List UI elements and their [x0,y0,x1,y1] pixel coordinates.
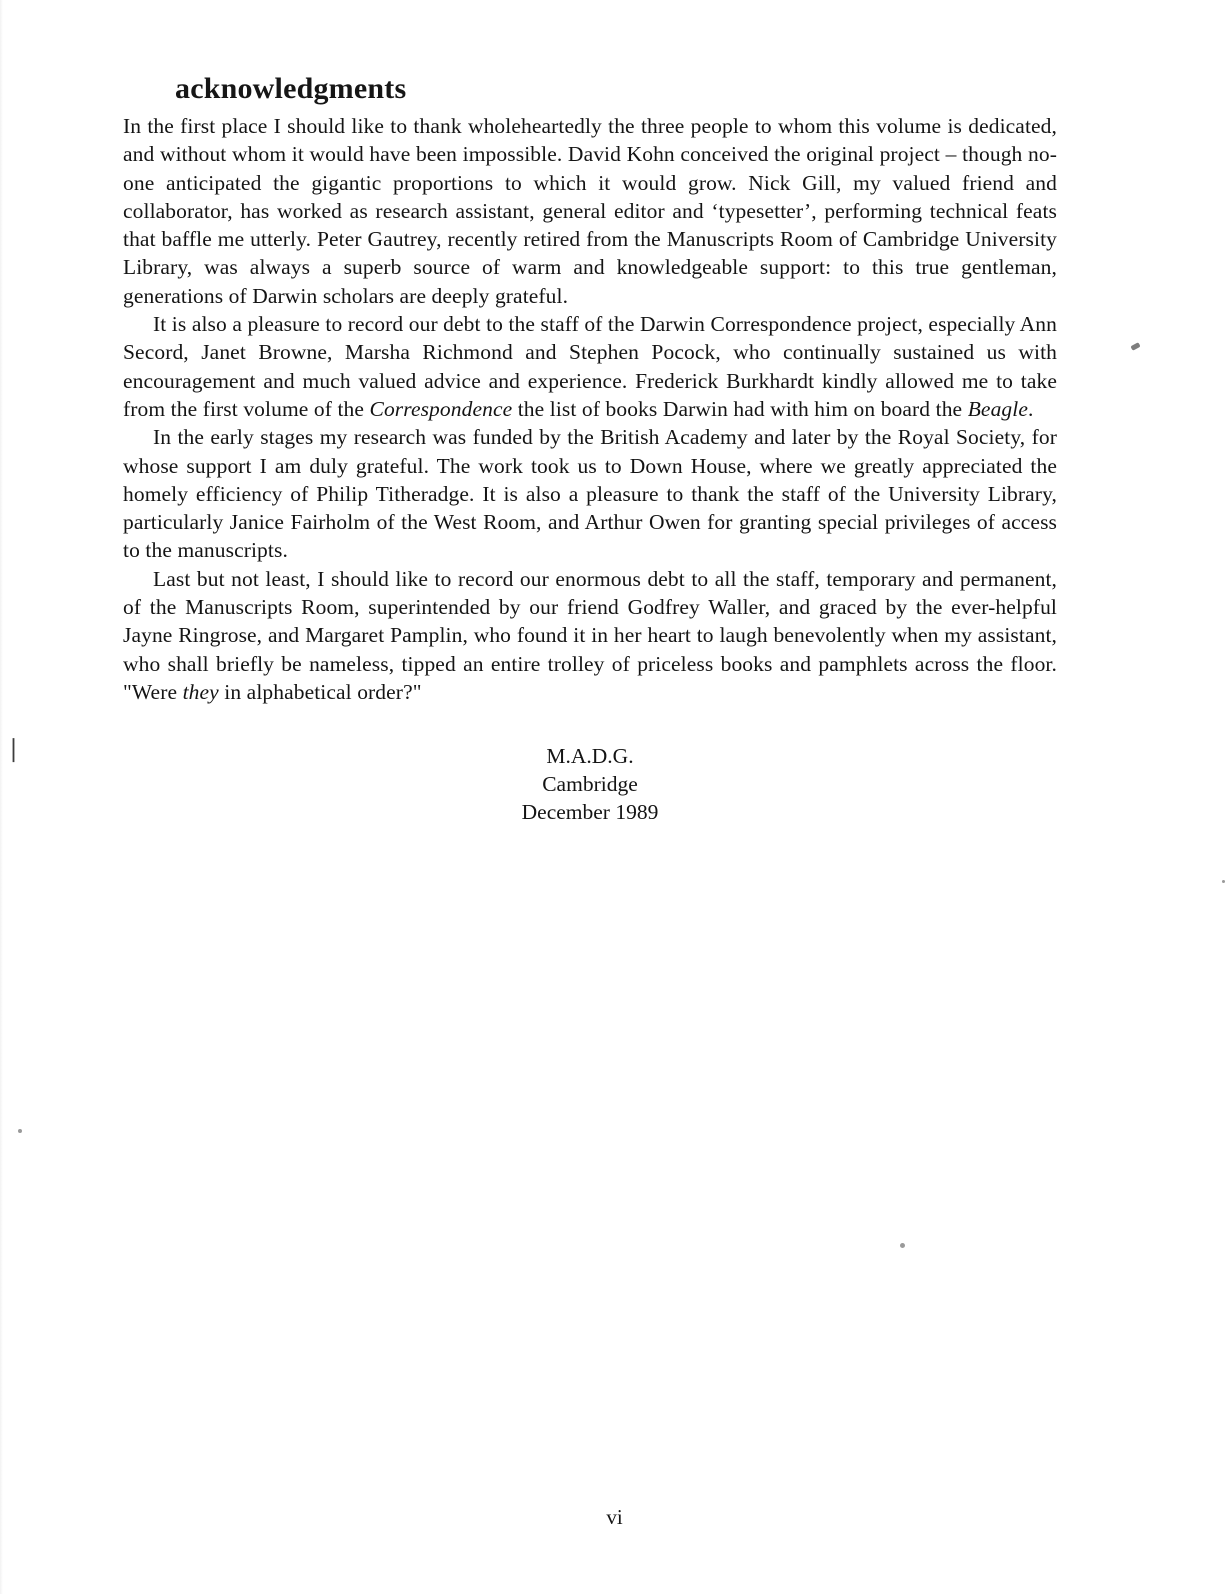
italic-correspondence: Correspondence [369,396,513,421]
scan-speck [900,1243,905,1248]
paragraph-3: In the early stages my research was funded by the British Academy and later by the Royal Society, for whose support I am duly grateful. The work took us to Down House, where we greatly appreciated the homely efficiency of Philip Titheradge. It is also a pleasure to thank the staff of the University Library, particularly Janice Fairholm of the West Room, and Arthur Owen for granting special privileges of access to the manuscripts. [123,425,1057,563]
signature-date: December 1989 [521,800,659,824]
paragraph-4: Last but not least, I should like to record our enormous debt to all the staff, temporary and permanent, of the Manuscripts Room, superintended by our friend Godfrey Waller, and graced by the ever-helpful Jayne Ringrose, and Margaret Pamplin, who found it in her heart to laugh benevolently when my assistant, who shall briefly be nameless, tipped an entire trolley of priceless books and pamphlets across the floor. "Were they in alphabetical order?" [123,566,1057,704]
signature-initials: M.A.D.G. [546,744,634,768]
scan-speck [1222,880,1225,883]
scan-speck [18,1129,22,1133]
page-number: vi [606,1505,623,1529]
paragraph-2: It is also a pleasure to record our debt to the staff of the Darwin Correspondence project, especially Ann Secord, Janet Browne, Marsha Richmond and Stephen Pocock, who continually sustained us with encouragement and much valued advice and experience. Frederick Burkhardt kindly allowed me to take from the first volume of the Correspondence the list of books Darwin had with him on board the Beagle. [123,312,1057,421]
italic-beagle: Beagle [967,396,1028,421]
page-title: acknowledgments [175,72,407,106]
scan-artifact-right [1130,342,1140,351]
italic-they: they [182,679,219,704]
signature-block [123,742,1057,826]
signature-place: Cambridge [542,772,638,796]
page-edge-shadow [0,0,3,1594]
scan-artifact-left: ⎪ [6,740,21,762]
paragraph-1: In the first place I should like to thank wholeheartedly the three people to whom this volume is dedicated, and without whom it would have been impossible. David Kohn conceived the original project – though no-one anticipated the gigantic proportions to which it would grow. Nick Gill, my valued friend and collaborator, has worked as research assistant, general editor and ‘typesetter’, performing technical feats that baffle me utterly. Peter Gautrey, recently retired from the Manuscripts Room of Cambridge University Library, was always a superb source of warm and knowledgeable support: to this true gentleman, generations of Darwin scholars are deeply grateful. [123,114,1057,308]
body-text [123,112,1057,706]
